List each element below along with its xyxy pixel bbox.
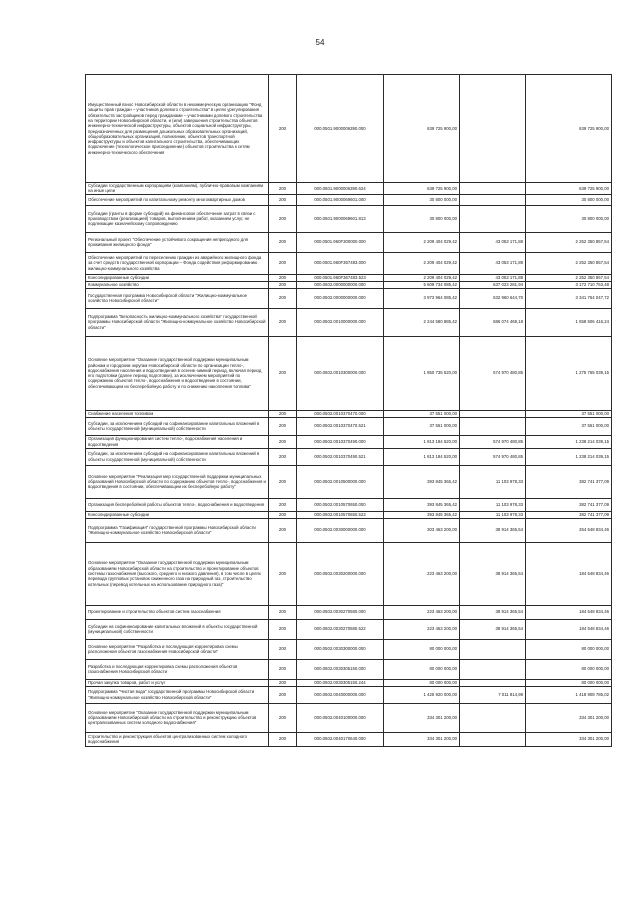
row-code-cell: 200 (269, 511, 297, 518)
row-amount-cell: 2 244 580 885,42 (384, 308, 460, 336)
row-code-cell: 200 (269, 605, 297, 619)
table-row (86, 194, 612, 205)
row-code-cell: 200 (269, 288, 297, 308)
row-total-cell: 1 658 506 416,24 (526, 308, 612, 336)
row-change-cell: 38 914 365,54 (460, 619, 526, 639)
table-row (86, 465, 612, 498)
row-amount-cell: 1 425 920 000,00 (384, 686, 460, 703)
table-row (86, 410, 612, 417)
row-name-cell: Обеспечение мероприятий по капитальному ремонту многоквартирных домов (86, 194, 269, 205)
row-amount-cell: 393 845 365,42 (384, 498, 460, 511)
row-total-cell: 639 725 900,00 (526, 75, 612, 183)
row-total-cell: 80 000 000,00 (526, 639, 612, 659)
row-amount-cell: 30 800 000,00 (384, 194, 460, 205)
row-change-cell: 38 914 365,54 (460, 605, 526, 619)
row-total-cell: 639 725 900,00 (526, 183, 612, 195)
table-row (86, 252, 612, 274)
row-code-cell: 200 (269, 435, 297, 448)
row-name-cell: Подпрограмма "Безопасность жилищно-коммунального хозяйства" государственной программы Новосибирской области "Жилищно-коммунальное хозяйство Новосибирской области" (86, 308, 269, 336)
row-name-cell: Проектирование и строительство объектов систем газоснабжения (86, 605, 269, 619)
row-kbk-cell: 000.0501.9000069601.000 (297, 194, 384, 205)
row-code-cell: 200 (269, 308, 297, 336)
row-total-cell: 30 800 000,00 (526, 194, 612, 205)
row-kbk-cell: 000.0502.0010370470.000 (297, 410, 384, 417)
row-name-cell: Строительство и реконструкция объектов централизованных систем холодного водоснабжения (86, 732, 269, 746)
table-row (86, 605, 612, 619)
row-total-cell: 382 741 377,09 (526, 465, 612, 498)
row-total-cell: 80 000 000,00 (526, 679, 612, 686)
row-code-cell: 200 (269, 232, 297, 252)
row-kbk-cell: 000.0502.0040170640.000 (297, 732, 384, 746)
row-total-cell: 1 275 765 039,15 (526, 336, 612, 410)
row-amount-cell: 334 301 200,00 (384, 703, 460, 732)
table-row (86, 619, 612, 639)
table-row (86, 183, 612, 195)
row-name-cell: Организация бесперебойной работы объектов тепло-, водоснабжения и водоотведения (86, 498, 269, 511)
row-amount-cell: 2 209 404 029,42 (384, 232, 460, 252)
row-kbk-cell: 000.0502.0010570650.523 (297, 511, 384, 518)
row-name-cell: Разработка и последующая корректировка схемы расположения объектов газоснабжения Новосибирской области (86, 659, 269, 679)
row-name-cell: Субсидии (гранты в форме субсидий) на финансовое обеспечение затрат в связи с производством (реализацией) товаров, выполнением работ, оказанием услуг, не подлежащие казначейскому сопровождению (86, 205, 269, 232)
row-total-cell: 184 548 834,46 (526, 605, 612, 619)
row-total-cell: 1 238 214 039,15 (526, 448, 612, 465)
row-change-cell: 632 960 644,70 (460, 288, 526, 308)
table-row (86, 274, 612, 281)
table-row (86, 518, 612, 542)
row-total-cell: 2 252 350 857,54 (526, 232, 612, 252)
row-name-cell: Субсидии, за исключением субсидий на софинансирование капитальных вложений в объекты государственной (муниципальной) собственности (86, 417, 269, 435)
row-total-cell: 2 252 350 857,54 (526, 252, 612, 274)
row-name-cell: Субсидии на софинансирование капитальных вложений в объекты государственной (муниципальной) собственности (86, 619, 269, 639)
row-change-cell (460, 659, 526, 679)
row-change-cell: 38 914 365,54 (460, 518, 526, 542)
row-total-cell: 2 252 350 857,54 (526, 274, 612, 281)
row-name-cell: Субсидии, за исключением субсидий на софинансирование капитальных вложений в объекты государственной (муниципальной) собственности (86, 448, 269, 465)
row-kbk-cell: 000.0502.0030300000.000 (297, 639, 384, 659)
row-total-cell: 30 800 000,00 (526, 205, 612, 232)
row-kbk-cell: 000.0501.960F300000.000 (297, 232, 384, 252)
row-change-cell (460, 205, 526, 232)
row-kbk-cell: 000.0502.0030305150.244 (297, 679, 384, 686)
row-code-cell: 200 (269, 498, 297, 511)
table-row (86, 281, 612, 288)
row-amount-cell: 2 209 404 029,42 (384, 274, 460, 281)
row-amount-cell: 223 463 200,00 (384, 542, 460, 605)
row-code-cell: 200 (269, 639, 297, 659)
row-name-cell: Региональный проект "Обеспечение устойчивого сокращения непригодного для проживания жилищного фонда" (86, 232, 269, 252)
row-kbk-cell: 000.0502.0010370490.000 (297, 435, 384, 448)
table-row (86, 511, 612, 518)
row-change-cell: 574 970 480,85 (460, 448, 526, 465)
row-kbk-cell: 000.0502.0010300000.000 (297, 336, 384, 410)
row-amount-cell: 334 301 200,00 (384, 732, 460, 746)
row-change-cell: 11 103 978,33 (460, 498, 526, 511)
row-total-cell: 3 341 764 047,72 (526, 288, 612, 308)
table-row (86, 703, 612, 732)
row-code-cell: 200 (269, 336, 297, 410)
row-code-cell: 200 (269, 518, 297, 542)
row-total-cell: 1 238 214 039,15 (526, 435, 612, 448)
row-code-cell: 200 (269, 194, 297, 205)
row-change-cell: 11 103 978,33 (460, 465, 526, 498)
row-total-cell: 382 741 377,09 (526, 498, 612, 511)
row-name-cell: Консолидированные субсидии (86, 511, 269, 518)
row-amount-cell: 303 463 200,00 (384, 518, 460, 542)
row-change-cell (460, 75, 526, 183)
table-row (86, 308, 612, 336)
row-code-cell: 200 (269, 410, 297, 417)
table-row (86, 448, 612, 465)
row-amount-cell: 639 725 900,00 (384, 183, 460, 195)
row-kbk-cell: 000.0502.0010570650.000 (297, 498, 384, 511)
row-change-cell: 43 053 171,88 (460, 232, 526, 252)
row-code-cell: 200 (269, 732, 297, 746)
row-name-cell: Организация функционирования систем тепло-, водоснабжения населения и водоотведения (86, 435, 269, 448)
row-kbk-cell: 000.0501.9000006390.000 (297, 75, 384, 183)
row-name-cell: Коммунальное хозяйство (86, 281, 269, 288)
row-name-cell: Государственная программа Новосибирской области "Жилищно-коммунальное хозяйство Новосибирской области" (86, 288, 269, 308)
table-row (86, 336, 612, 410)
row-change-cell: 586 074 469,18 (460, 308, 526, 336)
row-code-cell: 200 (269, 659, 297, 679)
row-change-cell: 11 103 978,33 (460, 511, 526, 518)
row-change-cell (460, 639, 526, 659)
row-total-cell: 184 548 834,46 (526, 619, 612, 639)
row-name-cell: Основное мероприятие "Реализация мер государственной поддержки муниципальных образований Новосибирской области по содержанию объектов тепло-, водоснабжения и водоотведения в состоянии, обеспечивающем их бесперебойную работу" (86, 465, 269, 498)
row-amount-cell: 2 209 404 029,42 (384, 252, 460, 274)
budget-table (85, 74, 612, 747)
row-code-cell: 200 (269, 75, 297, 183)
row-name-cell: Снабжение населения топливом (86, 410, 269, 417)
row-kbk-cell: 000.0501.9000006390.624 (297, 183, 384, 195)
row-name-cell: Основное мероприятие "Оказание государственной поддержки муниципальным образованиям Новосибирской области на строительство и реконструкцию объектов централизованных систем холодного водоснабжения" (86, 703, 269, 732)
row-kbk-cell: 000.0502.0030000000.000 (297, 518, 384, 542)
row-name-cell: Консолидированные субсидии (86, 274, 269, 281)
row-kbk-cell: 000.0502.0010370490.521 (297, 448, 384, 465)
row-total-cell: 334 301 200,00 (526, 703, 612, 732)
row-kbk-cell: 000.0501.960F367483.000 (297, 252, 384, 274)
table-row (86, 232, 612, 252)
row-kbk-cell: 000.0502.0010370470.521 (297, 417, 384, 435)
row-name-cell: Субсидии государственным корпорациям (компаниям), публично-правовым компаниям на иные цели (86, 183, 269, 195)
row-change-cell: 43 053 171,88 (460, 274, 526, 281)
row-name-cell: Подпрограмма "Чистая вода" государственной программы Новосибирской области "Жилищно-коммунальное хозяйство Новосибирской области" (86, 686, 269, 703)
row-amount-cell: 5 609 734 085,42 (384, 281, 460, 288)
row-amount-cell: 223 463 200,00 (384, 605, 460, 619)
row-amount-cell: 223 463 200,00 (384, 619, 460, 639)
row-name-cell: Обеспечение мероприятий по переселению граждан из аварийного жилищного фонда за счет средств государственной корпорации – Фонда содействия реформированию жилищно-коммунального хозяйства (86, 252, 269, 274)
row-change-cell: 43 053 171,88 (460, 252, 526, 274)
row-amount-cell: 80 000 000,00 (384, 639, 460, 659)
row-amount-cell: 3 973 964 085,42 (384, 288, 460, 308)
row-kbk-cell: 000.0501.960F367483.523 (297, 274, 384, 281)
row-change-cell (460, 732, 526, 746)
table-row (86, 542, 612, 605)
row-code-cell: 200 (269, 542, 297, 605)
table-row (86, 659, 612, 679)
table-row (86, 732, 612, 746)
row-code-cell: 200 (269, 274, 297, 281)
row-kbk-cell: 000.0502.0010000000.000 (297, 308, 384, 336)
row-total-cell: 1 418 908 785,02 (526, 686, 612, 703)
row-kbk-cell: 000.0502.0030270580.000 (297, 605, 384, 619)
row-change-cell (460, 703, 526, 732)
row-code-cell: 200 (269, 465, 297, 498)
row-amount-cell: 30 800 000,00 (384, 205, 460, 232)
table-row (86, 686, 612, 703)
row-total-cell: 3 172 710 753,48 (526, 281, 612, 288)
row-code-cell: 200 (269, 619, 297, 639)
row-name-cell: Подпрограмма "Газификация" государственной программы Новосибирской области "Жилищно-коммунальное хозяйство Новосибирской области" (86, 518, 269, 542)
row-code-cell: 200 (269, 417, 297, 435)
row-name-cell: Имущественный взнос Новосибирской области в некоммерческую организацию "Фонд защиты прав граждан – участников долевого строительства" в целях урегулирования обязательств застройщиков перед гражданами – участниками долевого строительства на территории Новосибирской области, и (или) завершения строительства объектов инженерно-технической инфраструктуры, объектов социальной инфраструктуры, предназначенных для размещения дошкольных образовательных организаций, общеобразовательных организаций, поликлиник, объектов транспортной инфраструктуры и объектов капитального строительства, обеспечивающих подключение (технологическое присоединение) объектов строительства к сетям инженерно-технического обеспечения (86, 75, 269, 183)
row-kbk-cell: 000.0502.0040100000.000 (297, 703, 384, 732)
row-total-cell: 37 551 000,00 (526, 410, 612, 417)
row-change-cell (460, 410, 526, 417)
table-row (86, 498, 612, 511)
row-amount-cell: 80 000 000,00 (384, 659, 460, 679)
row-amount-cell: 393 845 365,42 (384, 465, 460, 498)
row-kbk-cell: 000.0502.0030200000.000 (297, 542, 384, 605)
row-name-cell: Основное мероприятие "Оказание государственной поддержки муниципальным образованиям Новосибирской области на строительство и проектирование объектов системы газоснабжения (высокого, среднего и низкого давления), в том числе в целях перевода групповых установок сжиженного газа на природный газ, строительство котельных (перевод котельных на использование природного газа)" (86, 542, 269, 605)
row-code-cell: 200 (269, 686, 297, 703)
row-name-cell: Основное мероприятие "Оказание государственной поддержки муниципальным районам и городским округам Новосибирской области по организации тепло-, водоснабжения населения и водоотведения в осенне-зимний период, включая период его подготовки (далее период подготовки), за исключением мероприятий по содержанию объектов тепло-, водоснабжения и водоотведения в состоянии, обеспечивающем их бесперебойную работу и по снижению накопления топлива" (86, 336, 269, 410)
table-row (86, 679, 612, 686)
row-amount-cell: 639 725 900,00 (384, 75, 460, 183)
row-code-cell: 200 (269, 252, 297, 274)
row-kbk-cell: 000.0502.0030270580.522 (297, 619, 384, 639)
row-change-cell: 574 970 480,85 (460, 435, 526, 448)
row-total-cell: 334 301 200,00 (526, 732, 612, 746)
row-total-cell: 264 548 834,46 (526, 518, 612, 542)
row-total-cell: 382 741 377,09 (526, 511, 612, 518)
row-change-cell: 574 970 480,85 (460, 336, 526, 410)
row-code-cell: 200 (269, 281, 297, 288)
row-kbk-cell: 000.0502.0010500000.000 (297, 465, 384, 498)
row-name-cell: Прочая закупка товаров, работ и услуг (86, 679, 269, 686)
row-amount-cell: 37 551 000,00 (384, 410, 460, 417)
row-kbk-cell: 000.0502.0030305150.000 (297, 659, 384, 679)
table-row (86, 205, 612, 232)
table-row (86, 288, 612, 308)
row-amount-cell: 80 000 000,00 (384, 679, 460, 686)
row-amount-cell: 37 551 000,00 (384, 417, 460, 435)
row-total-cell: 184 548 834,46 (526, 542, 612, 605)
row-total-cell: 37 551 000,00 (526, 417, 612, 435)
row-code-cell: 200 (269, 679, 297, 686)
row-change-cell (460, 417, 526, 435)
table-row (86, 435, 612, 448)
row-amount-cell: 393 845 365,42 (384, 511, 460, 518)
row-amount-cell: 1 813 184 520,00 (384, 435, 460, 448)
row-change-cell (460, 183, 526, 195)
row-change-cell (460, 679, 526, 686)
row-code-cell: 200 (269, 703, 297, 732)
page-number: 54 (315, 38, 325, 47)
row-total-cell: 80 000 000,00 (526, 659, 612, 679)
row-change-cell (460, 194, 526, 205)
row-amount-cell: 1 813 184 520,00 (384, 448, 460, 465)
row-name-cell: Основное мероприятие "Разработка и последующая корректировка схемы расположения объектов газоснабжения Новосибирской области" (86, 639, 269, 659)
row-change-cell: 7 011 814,98 (460, 686, 526, 703)
table-row (86, 75, 612, 183)
table-row (86, 417, 612, 435)
row-code-cell: 200 (269, 205, 297, 232)
row-code-cell: 200 (269, 448, 297, 465)
row-amount-cell: 1 850 735 520,00 (384, 336, 460, 410)
row-kbk-cell: 000.0501.9000069601.813 (297, 205, 384, 232)
row-kbk-cell: 000.0502.0000000000.000 (297, 288, 384, 308)
table-row (86, 639, 612, 659)
row-code-cell: 200 (269, 183, 297, 195)
row-kbk-cell: 000.0502.0040000000.000 (297, 686, 384, 703)
row-change-cell: 637 023 281,94 (460, 281, 526, 288)
row-kbk-cell: 000.0502.0000000000.000 (297, 281, 384, 288)
row-change-cell: 38 914 365,54 (460, 542, 526, 605)
